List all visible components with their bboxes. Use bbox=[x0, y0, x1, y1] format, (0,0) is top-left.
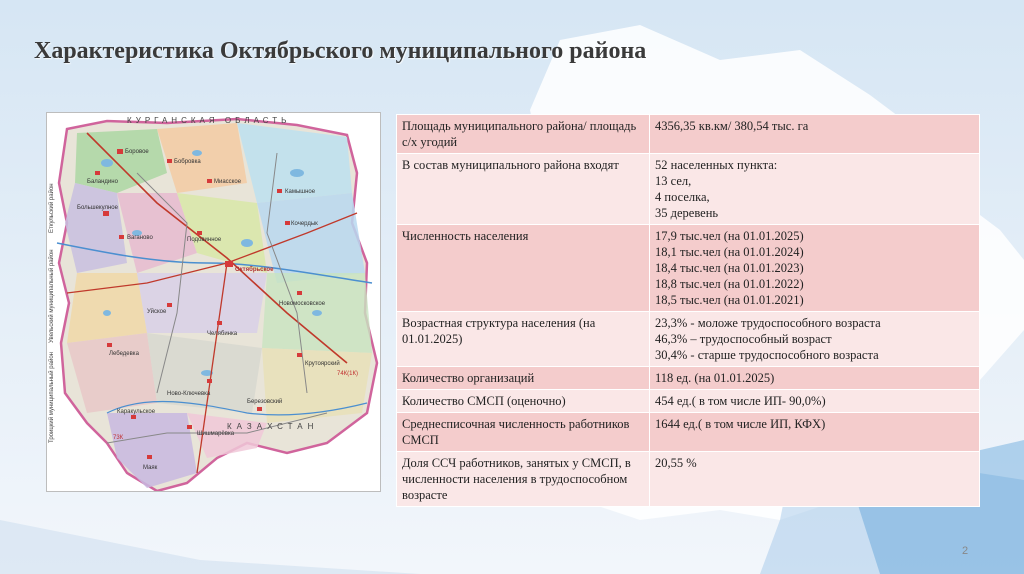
table-row bbox=[397, 452, 980, 507]
map-left-label-2: Увельский муниципальный район bbox=[49, 249, 55, 343]
settlement-label: Ново-Ключевка bbox=[167, 391, 211, 397]
district-map bbox=[46, 112, 381, 492]
settlement-label: Маяк bbox=[143, 465, 158, 471]
table-row bbox=[397, 225, 980, 312]
map-left-label-1: Еткульский район bbox=[49, 183, 55, 233]
road-label: 73К bbox=[113, 435, 124, 441]
settlement-label: Бобровка bbox=[174, 159, 201, 165]
settlement-label: Березовский bbox=[247, 399, 283, 405]
table-row bbox=[397, 312, 980, 367]
row-label: Количество организаций bbox=[397, 367, 650, 390]
row-value: 4356,35 кв.км/ 380,54 тыс. га bbox=[650, 115, 980, 154]
settlement-label: Кочердык bbox=[291, 221, 318, 227]
settlement-label: Миасское bbox=[214, 179, 242, 185]
map-bottom-label: КАЗАХСТАН bbox=[227, 422, 319, 431]
row-label: Численность населения bbox=[397, 225, 650, 312]
page-title: Характеристика Октябрьского муниципального района bbox=[34, 38, 647, 64]
row-value: 454 ед.( в том числе ИП- 90,0%) bbox=[650, 390, 980, 413]
settlement-label: Камышное bbox=[285, 189, 316, 195]
row-label: Площадь муниципального района/ площадь с/х угодий bbox=[397, 115, 650, 154]
row-label: Количество СМСП (оценочно) bbox=[397, 390, 650, 413]
row-value: 52 населенных пункта: 13 сел, 4 поселка, 35 деревень bbox=[650, 154, 980, 225]
district-info-table bbox=[396, 114, 980, 507]
row-label: Среднесписочная численность работников СМСП bbox=[397, 413, 650, 452]
settlement-label: Каракульское bbox=[117, 409, 156, 415]
table-row bbox=[397, 367, 980, 390]
settlement-label: Октябрьское bbox=[235, 267, 274, 273]
settlement-label: Ваганово bbox=[127, 235, 153, 241]
settlement-label: Уйское bbox=[147, 309, 167, 315]
settlement-label: Шишмарёвка bbox=[197, 431, 235, 437]
row-value: 118 ед. (на 01.01.2025) bbox=[650, 367, 980, 390]
row-label: Возрастная структура населения (на 01.01.2025) bbox=[397, 312, 650, 367]
row-value: 23,3% - моложе трудоспособного возраста 46,3% – трудоспособный возраст 30,4% - старше трудоспособного возраста bbox=[650, 312, 980, 367]
table-row bbox=[397, 154, 980, 225]
map-left-label-3: Троицкий муниципальный район bbox=[49, 352, 55, 443]
settlement-label: Лебедевка bbox=[109, 351, 139, 357]
settlement-label: Крутоярский bbox=[305, 361, 340, 367]
settlement-label: Подовинное bbox=[187, 237, 222, 243]
row-label: Доля ССЧ работников, занятых у СМСП, в численности населения в трудоспособном возрасте bbox=[397, 452, 650, 507]
district-map-drawing bbox=[47, 113, 381, 492]
settlement-label: Челябинка bbox=[207, 331, 238, 337]
table-row bbox=[397, 413, 980, 452]
map-top-label: КУРГАНСКАЯ ОБЛАСТЬ bbox=[127, 116, 291, 125]
row-label: В состав муниципального района входят bbox=[397, 154, 650, 225]
table-row bbox=[397, 115, 980, 154]
settlement-label: Баландино bbox=[87, 179, 118, 185]
row-value: 17,9 тыс.чел (на 01.01.2025) 18,1 тыс.чел (на 01.01.2024) 18,4 тыс.чел (на 01.01.2023) 18,8 тыс.чел (на 01.01.2022) 18,5 тыс.чел (на 01.01.2021) bbox=[650, 225, 980, 312]
settlement-label: Новомосковское bbox=[279, 301, 326, 307]
settlement-label: Боровое bbox=[125, 149, 149, 155]
row-value: 20,55 % bbox=[650, 452, 980, 507]
settlement-label: Большекулное bbox=[77, 205, 118, 211]
table-row bbox=[397, 390, 980, 413]
page-number: 2 bbox=[962, 545, 969, 557]
road-label: 74К(1К) bbox=[337, 371, 358, 377]
row-value: 1644 ед.( в том числе ИП, КФХ) bbox=[650, 413, 980, 452]
